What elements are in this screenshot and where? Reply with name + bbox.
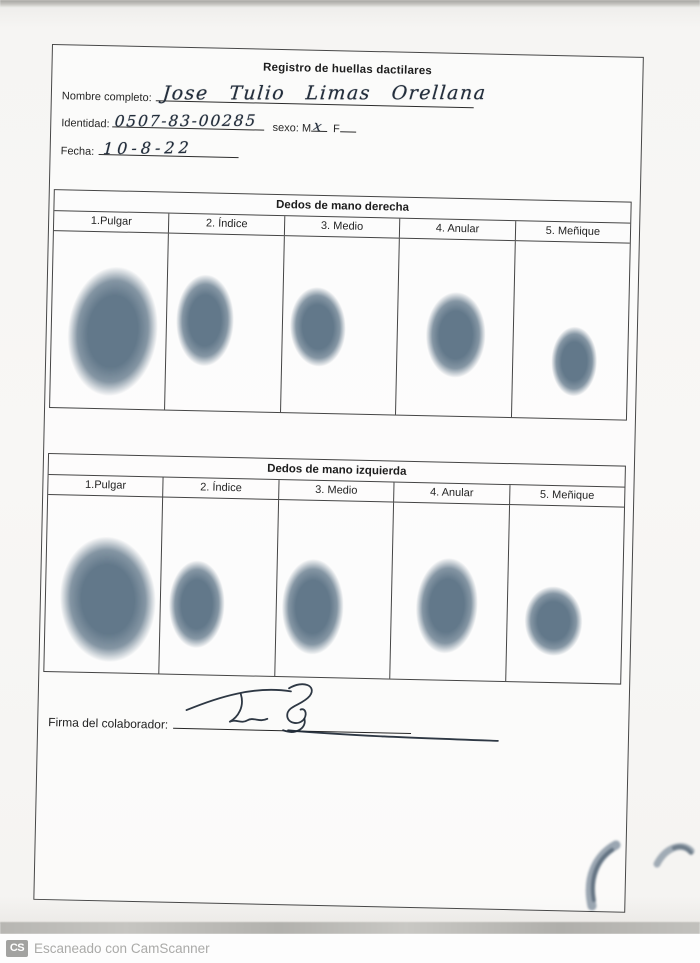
identidad-blank-line	[113, 111, 265, 131]
left-hand-print-row	[44, 495, 624, 684]
fingerprint-right-indice-icon	[175, 274, 235, 367]
fingerprint-registration-form	[33, 44, 644, 913]
fingerprint-left-pulgar-icon	[56, 533, 160, 665]
fingerprint-left-menique-icon	[523, 585, 583, 657]
fingerprint-right-anular-icon	[425, 291, 487, 378]
fingerprint-left-indice-icon	[168, 560, 226, 649]
sexo-m-handwritten-mark: x	[311, 117, 323, 136]
fingerprint-right-pulgar-icon	[61, 262, 165, 401]
column-header-anular: 4. Anular	[400, 219, 516, 241]
print-cell	[281, 236, 400, 414]
fecha-label: Fecha:	[60, 145, 95, 158]
column-header-indice: 2. Índice	[169, 214, 285, 236]
column-header-pulgar: 1.Pulgar	[48, 475, 164, 497]
print-cell	[50, 231, 169, 409]
camscanner-logo-icon: CS	[6, 940, 28, 957]
field-firma	[48, 713, 411, 739]
print-cell	[390, 503, 509, 681]
left-hand-table	[43, 453, 626, 685]
sexo-f-blank-line	[340, 121, 356, 132]
fingerprint-smudge-icon	[652, 834, 696, 876]
fingerprint-left-medio-icon	[281, 558, 345, 655]
print-cell	[44, 495, 163, 673]
nombre-label: Nombre completo:	[61, 90, 152, 105]
sexo-f-label: F	[332, 123, 340, 136]
column-header-medio: 3. Medio	[285, 216, 401, 238]
camscanner-footer-text: Escaneado con CamScanner	[34, 941, 210, 956]
firma-blank-line	[173, 717, 411, 734]
print-cell	[165, 234, 284, 412]
right-hand-table	[49, 189, 632, 421]
sexo-m-checkbox-line	[311, 117, 327, 136]
field-fecha	[60, 137, 239, 161]
fecha-blank-line	[98, 137, 238, 159]
fingerprint-smudge-icon	[576, 840, 626, 912]
print-cell	[506, 505, 624, 683]
firma-label: Firma del colaborador:	[48, 715, 169, 732]
column-header-indice: 2. Índice	[164, 478, 280, 500]
right-hand-table-title: Dedos de mano derecha	[54, 190, 630, 224]
print-cell	[160, 498, 279, 676]
print-cell	[275, 500, 394, 678]
left-hand-table-title: Dedos de mano izquierda	[49, 454, 625, 488]
scan-top-edge	[0, 0, 700, 7]
column-header-menique: 5. Meñique	[539, 488, 595, 502]
fecha-handwritten-value: 10-8-22	[102, 137, 193, 159]
print-cell	[512, 241, 630, 419]
sexo-label: sexo: M	[272, 121, 312, 135]
column-header-anular: 4. Anular	[394, 483, 510, 505]
nombre-blank-line	[156, 82, 488, 108]
nombre-handwritten-value: Jose Tulio Limas Orellana	[161, 82, 488, 105]
fingerprint-left-anular-icon	[413, 556, 482, 656]
identidad-label: Identidad:	[61, 117, 110, 131]
identidad-handwritten-value: 0507-83-00285	[114, 111, 258, 131]
signature-handwritten-icon	[176, 676, 507, 745]
print-cell	[396, 239, 515, 417]
scan-bottom-edge	[0, 922, 700, 934]
field-nombre-completo	[61, 82, 488, 111]
camscanner-footer	[0, 934, 700, 963]
fingerprint-right-medio-icon	[288, 286, 348, 369]
fingerprint-right-menique-icon	[550, 326, 598, 397]
right-hand-print-row	[50, 231, 630, 420]
form-title: Registro de huellas dactilares	[262, 61, 433, 78]
column-header-pulgar: 1.Pulgar	[54, 211, 170, 233]
column-header-medio: 3. Medio	[279, 480, 395, 502]
column-header-menique: 5. Meñique	[545, 224, 601, 238]
field-identidad	[61, 113, 356, 135]
